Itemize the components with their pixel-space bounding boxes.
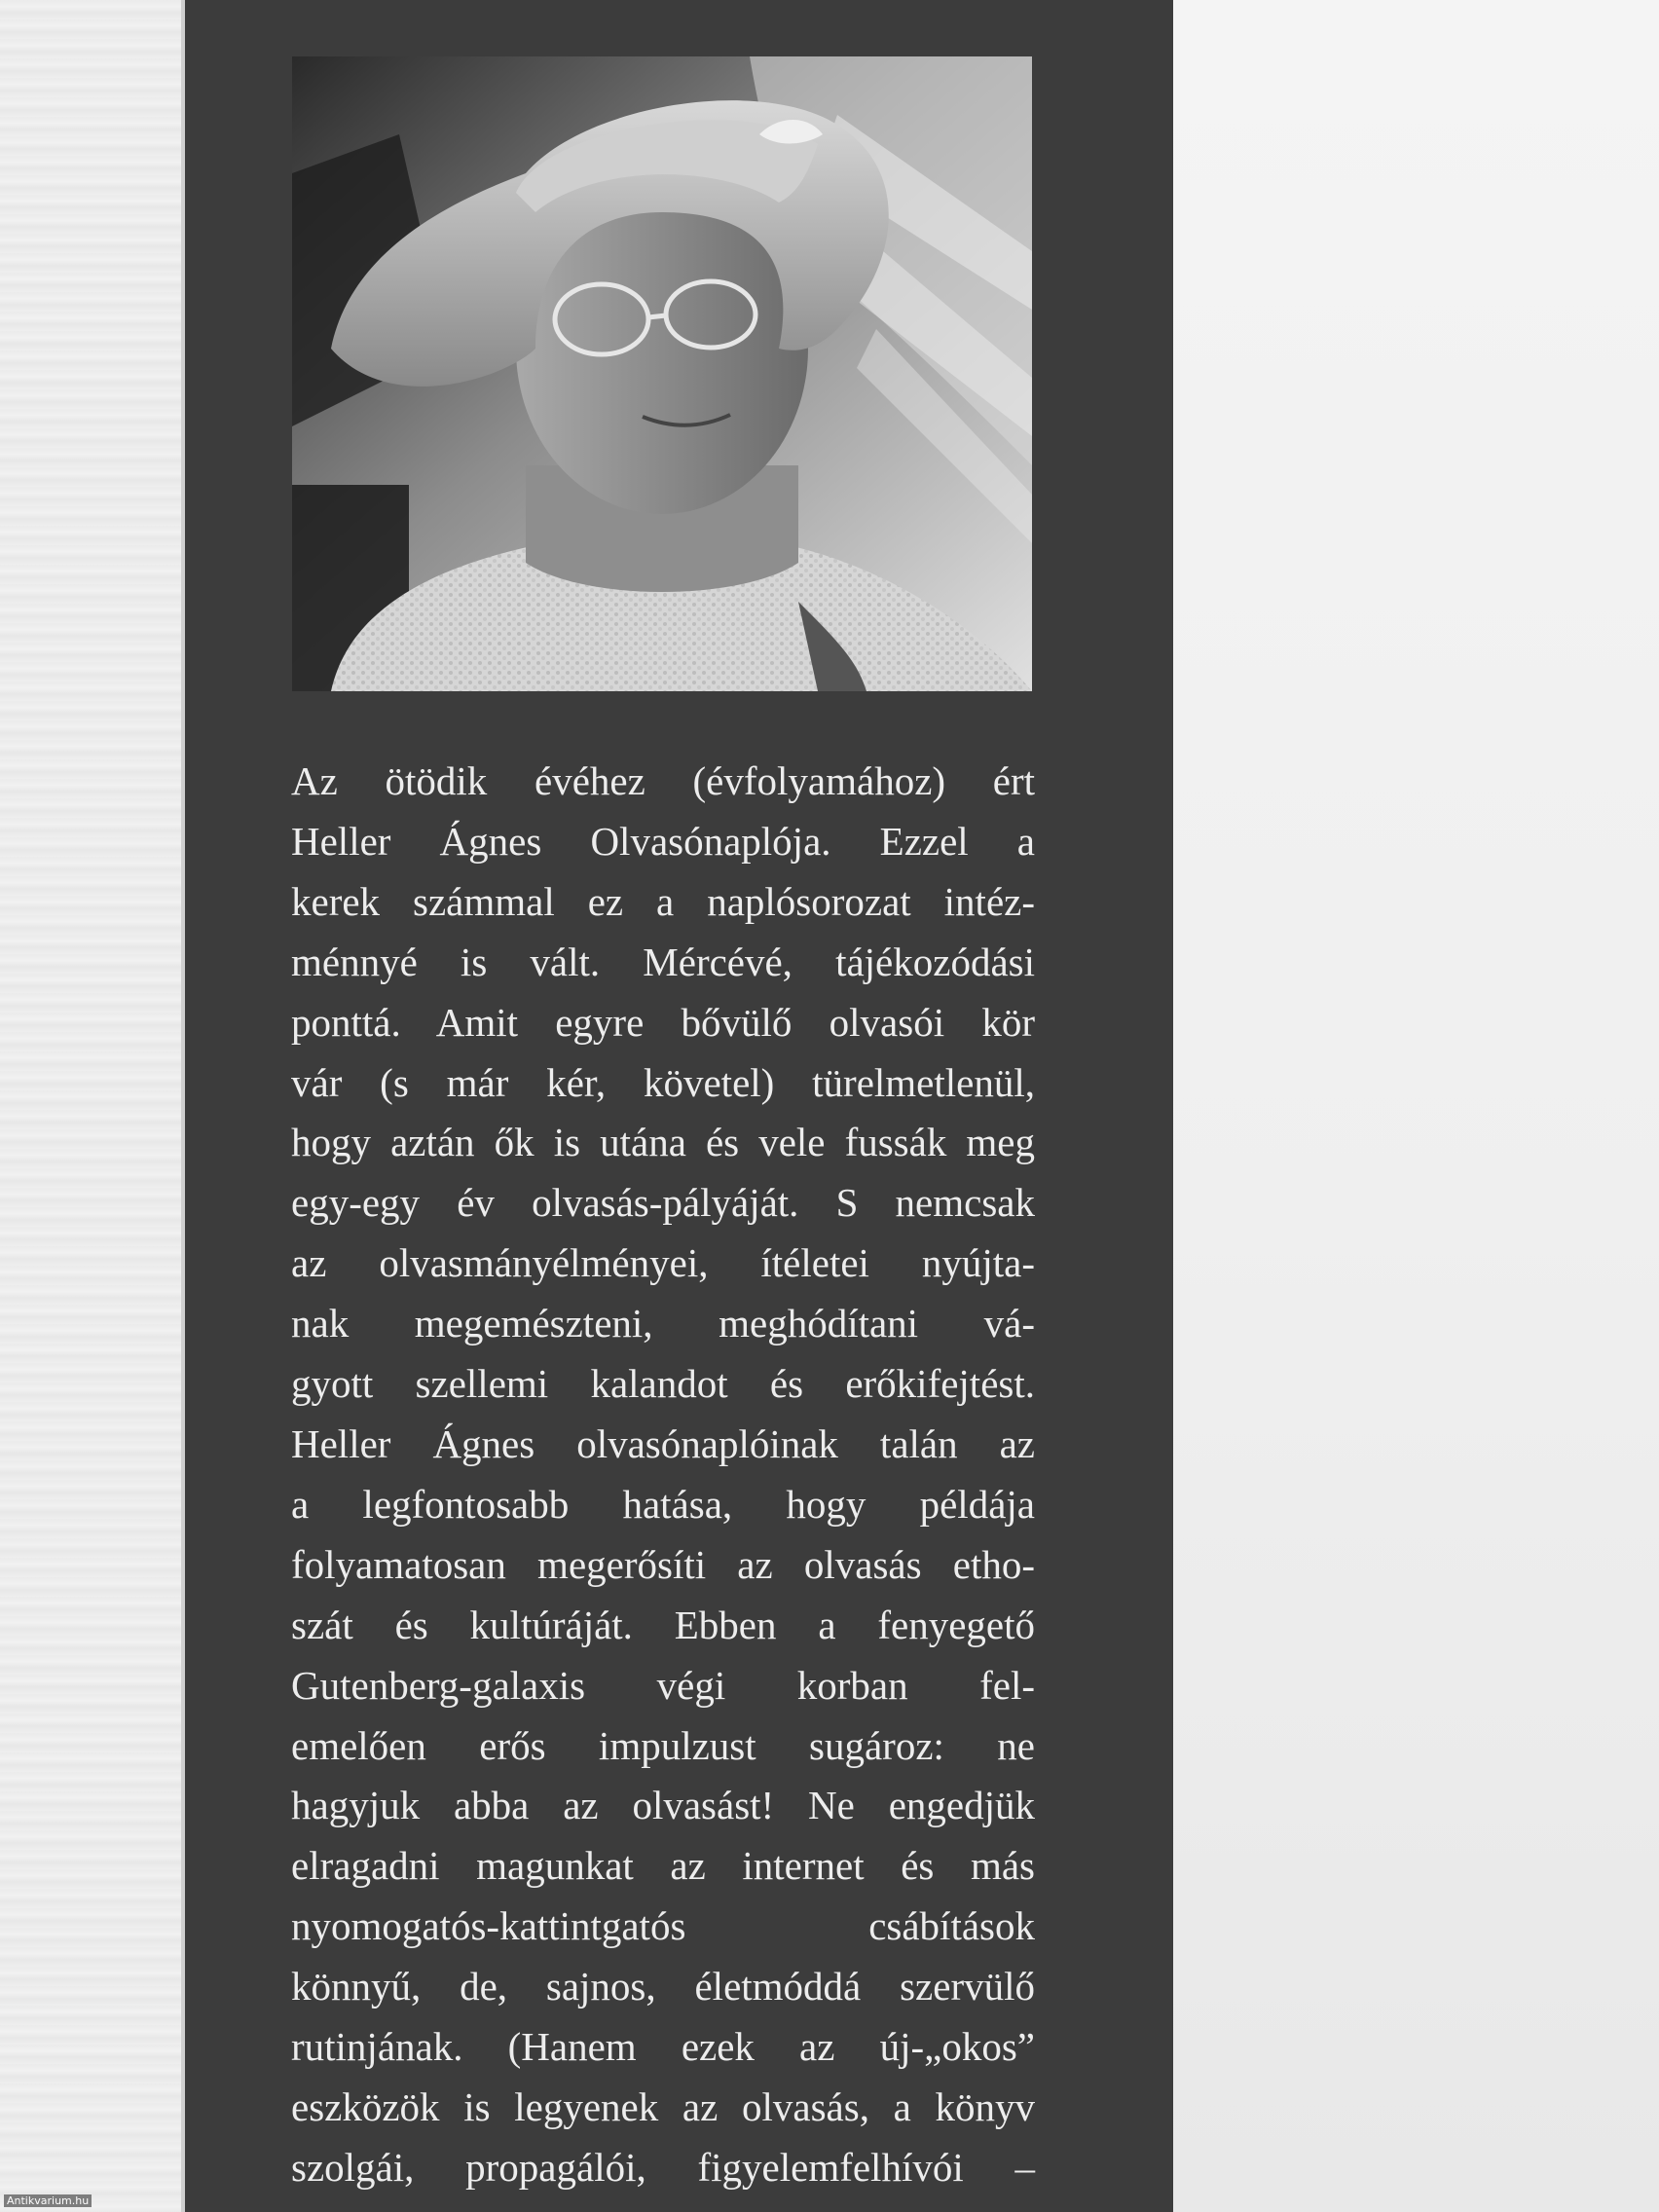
blurb-line: folyamatosan megerősíti az olvasás etho- [291, 1541, 1035, 1587]
blurb-line: vár (s már kér, követel) türelmetlenül, [291, 1059, 1035, 1105]
blurb-line: szolgái, propagálói, figyelemfelhívói – [291, 2144, 1035, 2190]
blurb-line: könnyű, de, sajnos, életmóddá szervülő [291, 1964, 1035, 2009]
blurb-line: ménnyé is vált. Mércévé, tájékozódási [291, 939, 1035, 984]
page-background-left [0, 0, 185, 2212]
blurb-line: ponttá. Amit egyre bővülő olvasói kör [291, 999, 1035, 1045]
blurb-line: Gutenberg-galaxis végi korban fel- [291, 1662, 1035, 1708]
back-cover-blurb [291, 752, 1035, 2198]
blurb-line: Heller Ágnes Olvasónaplója. Ezzel a [291, 818, 1035, 864]
blurb-line: a legfontosabb hatása, hogy példája [291, 1481, 1035, 1527]
portrait-photo [292, 56, 1032, 691]
blurb-line: Heller Ágnes olvasónaplóinak talán az [291, 1420, 1035, 1466]
blurb-line: az olvasmányélményei, ítéletei nyújta- [291, 1240, 1035, 1286]
watermark: Antikvarium.hu [4, 2194, 92, 2207]
blurb-line: hogy aztán ők is utána és vele fussák meg [291, 1120, 1035, 1165]
blurb-line: nyomogatós-kattintgatós csábítások [291, 1903, 1035, 1949]
blurb-line: hagyjuk abba az olvasást! Ne engedjük [291, 1783, 1035, 1828]
blurb-line: eszközök is legyenek az olvasás, a könyv [291, 2083, 1035, 2129]
blurb-line: rutinjának. (Hanem ezek az új-„okos” [291, 2024, 1035, 2070]
blurb-line: Az ötödik évéhez (évfolyamához) ért [291, 758, 1035, 803]
book-back-cover [185, 0, 1173, 2212]
blurb-line: szát és kultúráját. Ebben a fenyegető [291, 1602, 1035, 1647]
blurb-line: kerek számmal ez a naplósorozat intéz- [291, 878, 1035, 924]
blurb-line: emelően erős impulzust sugároz: ne [291, 1722, 1035, 1768]
blurb-line: egy-egy év olvasás-pályáját. S nemcsak [291, 1180, 1035, 1226]
page-background-right [1173, 0, 1659, 2212]
blurb-line: gyott szellemi kalandot és erőkifejtést. [291, 1361, 1035, 1407]
blurb-line: nak megemészteni, meghódítani vá- [291, 1301, 1035, 1346]
blurb-line: elragadni magunkat az internet és más [291, 1843, 1035, 1889]
portrait-illustration [292, 56, 1032, 691]
